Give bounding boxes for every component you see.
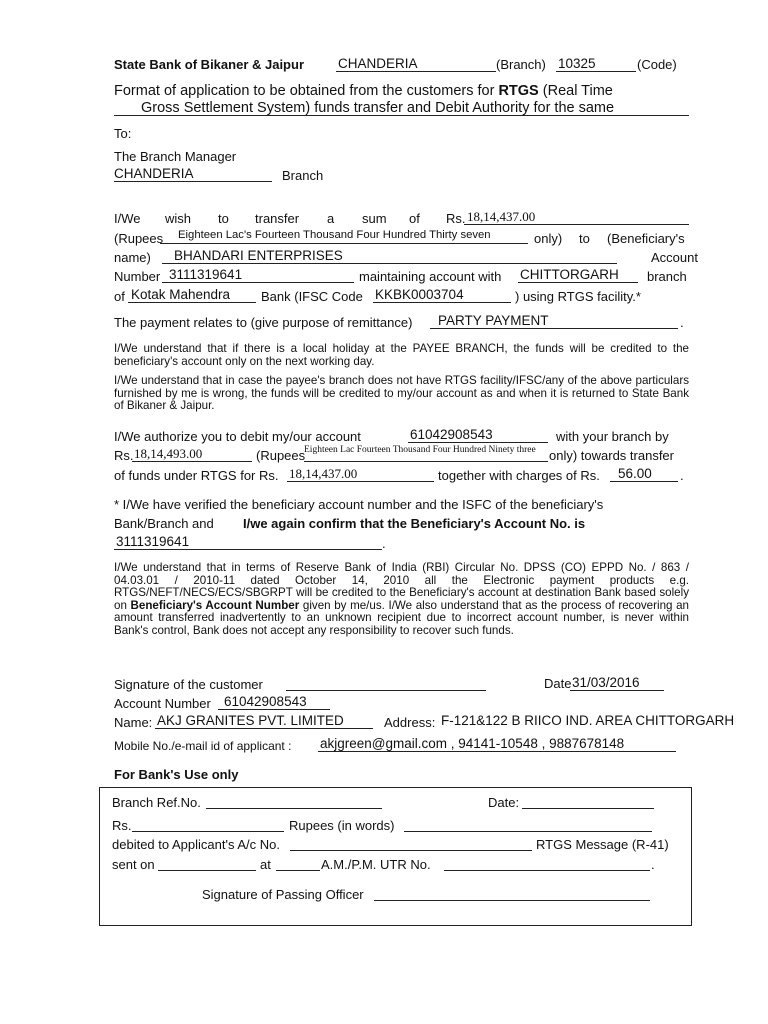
- name-label: name): [114, 250, 151, 265]
- rupees-words-line[interactable]: [404, 831, 652, 832]
- bank-use-heading: For Bank's Use only: [114, 767, 239, 782]
- title-line1: [114, 84, 613, 99]
- ifsc-line: [373, 302, 511, 303]
- signature-label: Signature of the customer: [114, 677, 263, 692]
- addressee-branch-label: Branch: [282, 168, 324, 183]
- ampm-utr-label: A.M./P.M. UTR No.: [321, 857, 431, 872]
- account-number-value[interactable]: 61042908543: [224, 694, 307, 709]
- purpose-end: .: [680, 315, 684, 330]
- beneficiary-branch[interactable]: CHITTORGARH: [520, 267, 619, 282]
- debited-line[interactable]: [290, 850, 532, 851]
- header-code-label: (Code): [637, 57, 677, 72]
- funds-under-label: of funds under RTGS for Rs.: [114, 468, 279, 483]
- authorize-label: I/We authorize you to debit my/our account: [114, 429, 361, 444]
- account-number-label: Account Number: [114, 696, 211, 711]
- at-line[interactable]: [276, 870, 320, 871]
- maintaining-label: maintaining account with: [359, 269, 502, 284]
- charges-value[interactable]: 56.00: [618, 466, 652, 481]
- to-word: to: [579, 231, 590, 246]
- rbi-bold: Beneficiary's Account Number: [130, 598, 300, 612]
- using-rtgs: ) using RTGS facility.*: [515, 289, 641, 304]
- title-underline: [114, 115, 689, 116]
- mobile-line: [318, 751, 676, 752]
- beneficiary-name[interactable]: BHANDARI ENTERPRISES: [174, 248, 343, 263]
- account-word: Account: [651, 250, 698, 265]
- date-label: Date: [544, 676, 572, 691]
- signature-line[interactable]: [286, 690, 486, 691]
- ifsc-code[interactable]: KKBK0003704: [375, 287, 464, 302]
- verify-end: .: [382, 536, 386, 551]
- mobile-label: Mobile No./e-mail id of applicant :: [114, 739, 292, 753]
- rbi-part2: given by me/us. I/We also understand that as the process of recovering an amount transferred inadvertently to an unknown recipient due to incorrect account number, is never within Bank's control, Bank does not accept any responsibility to recover such funds.: [114, 598, 689, 637]
- branch-manager: The Branch Manager: [114, 149, 237, 164]
- bank-date-label: Date:: [488, 795, 520, 810]
- customer-name-line: [155, 728, 373, 729]
- w-transfer: transfer: [255, 211, 300, 226]
- rupees-words-label: Rupees (in words): [289, 818, 395, 833]
- rtgs-amount-line: [287, 481, 434, 482]
- beneficiary-account-line: [162, 282, 354, 283]
- debit-account[interactable]: 61042908543: [410, 427, 493, 442]
- account-number-line: [218, 709, 330, 710]
- branch-word: branch: [647, 269, 687, 284]
- bank-name: State Bank of Bikaner & Jaipur: [114, 57, 304, 72]
- bank-date-line[interactable]: [522, 808, 654, 809]
- sent-on-line[interactable]: [158, 870, 256, 871]
- rs-label-2: Rs.: [114, 448, 134, 463]
- together-label: together with charges of Rs.: [438, 468, 600, 483]
- purpose-value[interactable]: PARTY PAYMENT: [438, 313, 549, 328]
- address-value[interactable]: F-121&122 B RIICO IND. AREA CHITTORGARH: [441, 713, 735, 728]
- transfer-amount[interactable]: 18,14,437.00: [467, 209, 536, 224]
- w-wish: wish: [165, 211, 192, 226]
- name-label-2: Name:: [114, 715, 153, 730]
- w-to: to: [218, 211, 229, 226]
- with-branch-label: with your branch by: [556, 429, 669, 444]
- debit-words[interactable]: Eighteen Lac Fourteen Thousand Four Hundred Ninety three: [304, 445, 536, 455]
- to-label: To:: [114, 126, 132, 141]
- debited-label: debited to Applicant's A/c No.: [112, 837, 280, 852]
- amount-line: [464, 224, 689, 225]
- rtgs-message-label: RTGS Message (R-41): [536, 837, 669, 852]
- header-branch-line: [336, 71, 496, 72]
- rbi-part1: I/We understand that in terms of Reserve Bank of India (RBI) Circular No. DPSS (CO) EPPD No. / 863 / 04.03.01 / 2010-11 dated October 14, 2010 all the Electronic payment products e.g. RTGS/NEFT/NECS/ECS/SBGRPT will be credited to the Beneficiary's account at destination Bank based solely on: [114, 561, 689, 612]
- w-a: a: [327, 211, 335, 226]
- number-label: Number: [114, 269, 161, 284]
- amount-words-line: [160, 243, 528, 244]
- purpose-label: The payment relates to (give purpose of remittance): [114, 315, 413, 330]
- passing-officer-label: Signature of Passing Officer: [202, 887, 364, 902]
- header-branch-value[interactable]: CHANDERIA: [338, 56, 418, 71]
- rtgs-amount[interactable]: 18,14,437.00: [289, 466, 358, 481]
- header-code-line: [556, 71, 636, 72]
- verify-bank-branch: Bank/Branch and: [114, 516, 214, 531]
- bank-rs-line[interactable]: [132, 831, 284, 832]
- w-i-we: I/We: [114, 211, 141, 226]
- purpose-line: [430, 328, 678, 329]
- header-branch-label: (Branch): [496, 57, 546, 72]
- verify-account-line: [114, 549, 382, 550]
- beneficiary-bank-line: [128, 302, 256, 303]
- amount-words[interactable]: Eighteen Lac's Fourteen Thousand Four Hundred Thirty seven: [178, 229, 491, 241]
- rupees-open: (Rupees: [114, 231, 164, 246]
- rtgs-paragraph: I/We understand that in case the payee's branch does not have RTGS facility/IFSC/any of the above particulars furnished by me is wrong, the funds will be credited to my/our account as and when it is returned to State Bank of Bikaner & Jaipur.: [114, 374, 689, 412]
- only-towards: only) towards transfer: [549, 448, 674, 463]
- date-line: [570, 690, 664, 691]
- at-label: at: [260, 857, 271, 872]
- verify-line1: * I/We have verified the beneficiary account number and the ISFC of the beneficiary's: [114, 497, 604, 512]
- beneficiarys-label: (Beneficiary's: [607, 231, 685, 246]
- debit-words-line: [304, 461, 548, 462]
- of-word: of: [114, 289, 125, 304]
- rupees-open-2: (Rupees: [256, 448, 306, 463]
- bank-ifsc-label: Bank (IFSC Code: [261, 289, 363, 304]
- branch-ref-line[interactable]: [206, 808, 382, 809]
- only-close: only): [534, 231, 563, 246]
- bank-rs-label: Rs.: [112, 818, 132, 833]
- date-value[interactable]: 31/03/2016: [572, 675, 640, 690]
- verify-account[interactable]: 3111319641: [116, 534, 190, 549]
- sent-on-label: sent on: [112, 857, 155, 872]
- w-sum: sum: [362, 211, 387, 226]
- title-rtgs: RTGS: [498, 83, 539, 99]
- charges-end: .: [680, 468, 684, 483]
- header-code-value[interactable]: 10325: [558, 56, 596, 71]
- title-line1-pre: Format of application to be obtained from the customers for: [114, 83, 495, 99]
- debit-amount-line: [132, 461, 252, 462]
- addressee-branch-line: [114, 181, 272, 182]
- address-label: Address:: [384, 715, 436, 730]
- utr-line[interactable]: [444, 870, 650, 871]
- mobile-value[interactable]: akjgreen@gmail.com , 94141-10548 , 9887678148: [320, 736, 625, 751]
- verify-confirm: I/we again confirm that the Beneficiary's Account No. is: [243, 516, 586, 531]
- title-line1-post: (Real Time: [542, 83, 613, 99]
- beneficiary-name-line: [162, 263, 617, 264]
- debit-account-line: [408, 442, 548, 443]
- rbi-paragraph: [114, 562, 689, 637]
- branch-ref-label: Branch Ref.No.: [112, 795, 201, 810]
- rs-label: Rs.: [446, 211, 466, 226]
- beneficiary-bank[interactable]: Kotak Mahendra: [131, 287, 231, 302]
- charges-line: [610, 481, 678, 482]
- beneficiary-account[interactable]: 3111319641: [169, 267, 243, 282]
- holiday-paragraph: I/We understand that if there is a local holiday at the PAYEE BRANCH, the funds will be credited to the beneficiary's account only on the next working day.: [114, 342, 689, 368]
- addressee-branch-value[interactable]: CHANDERIA: [114, 166, 194, 181]
- beneficiary-branch-line: [518, 282, 638, 283]
- sent-end: .: [651, 857, 655, 872]
- customer-name[interactable]: AKJ GRANITES PVT. LIMITED: [157, 713, 344, 728]
- passing-officer-line[interactable]: [374, 900, 650, 901]
- w-of: of: [409, 211, 420, 226]
- title-line2: Gross Settlement System) funds transfer and Debit Authority for the same: [141, 100, 615, 116]
- debit-amount[interactable]: 18,14,493.00: [134, 446, 203, 461]
